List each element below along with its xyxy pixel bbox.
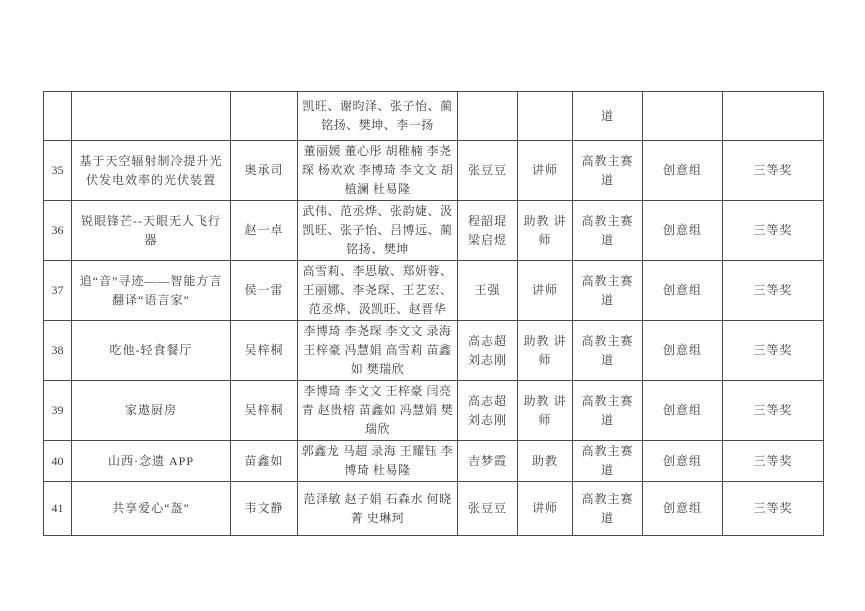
cell-group	[643, 92, 723, 141]
cell-advisor-name: 张豆豆	[458, 141, 518, 201]
cell-award: 三等奖	[723, 381, 824, 441]
cell-team-members: 范泽敏 赵子娟 石森水 何晓菁 史琳珂	[298, 482, 458, 536]
cell-project-title: 共享爱心“盔”	[72, 482, 231, 536]
cell-project-leader: 吴梓桐	[231, 321, 298, 381]
cell-advisor-title: 助教 讲师	[518, 201, 573, 261]
cell-advisor-name: 王强	[458, 261, 518, 321]
cell-advisor-name	[458, 92, 518, 141]
cell-award	[723, 92, 824, 141]
cell-group: 创意组	[643, 201, 723, 261]
cell-advisor-title: 助教 讲师	[518, 381, 573, 441]
cell-track: 高教主赛道	[573, 321, 643, 381]
table-row	[44, 141, 824, 201]
cell-advisor-name: 高志超 刘志刚	[458, 381, 518, 441]
cell-group: 创意组	[643, 141, 723, 201]
cell-row-number: 40	[44, 441, 72, 482]
cell-track: 高教主赛道	[573, 441, 643, 482]
cell-project-title: 山西·念遗 APP	[72, 441, 231, 482]
cell-track: 高教主赛道	[573, 201, 643, 261]
cell-group: 创意组	[643, 482, 723, 536]
cell-advisor-title: 讲师	[518, 261, 573, 321]
cell-team-members: 凯旺、谢昀泽、张子怡、蔺铭扬、樊坤、李一扬	[298, 92, 458, 141]
cell-project-title: 追“音”寻迹——智能方言翻译“语言家”	[72, 261, 231, 321]
cell-team-members: 李博琦 李文文 王梓豪 闫亮青 赵贵榕 苗鑫如 冯慧娟 樊瑞欣	[298, 381, 458, 441]
cell-advisor-name: 吉梦霞	[458, 441, 518, 482]
cell-team-members: 郭鑫龙 马超 录海 王耀钰 李博琦 杜易隆	[298, 441, 458, 482]
cell-group: 创意组	[643, 441, 723, 482]
cell-advisor-title: 讲师	[518, 482, 573, 536]
cell-project-title: 家遨厨房	[72, 381, 231, 441]
table-row	[44, 261, 824, 321]
cell-track: 高教主赛道	[573, 261, 643, 321]
cell-award: 三等奖	[723, 441, 824, 482]
cell-row-number: 41	[44, 482, 72, 536]
cell-advisor-name: 高志超 刘志刚	[458, 321, 518, 381]
cell-track: 道	[573, 92, 643, 141]
cell-award: 三等奖	[723, 482, 824, 536]
cell-row-number: 37	[44, 261, 72, 321]
cell-team-members: 李博琦 李尧琛 李文文 录海 王梓豪 冯慧娟 高雪莉 苗鑫如 樊瑞欣	[298, 321, 458, 381]
cell-team-members: 董丽媛 董心彤 胡稚楠 李尧琛 杨欢欢 李博琦 李文文 胡植澜 杜易隆	[298, 141, 458, 201]
cell-advisor-title: 讲师	[518, 141, 573, 201]
table-row	[44, 381, 824, 441]
award-table	[43, 91, 824, 536]
cell-award: 三等奖	[723, 321, 824, 381]
cell-project-title: 吃他-轻食餐厅	[72, 321, 231, 381]
cell-row-number: 36	[44, 201, 72, 261]
cell-project-leader: 侯一雷	[231, 261, 298, 321]
cell-project-leader: 韦文静	[231, 482, 298, 536]
cell-team-members: 高雪莉、李思敏、郑妍蓉、王丽娜、李尧琛、王艺宏、范丞烨、汲凯旺、赵晋华	[298, 261, 458, 321]
cell-row-number	[44, 92, 72, 141]
cell-advisor-title: 助教 讲师	[518, 321, 573, 381]
award-table-body	[44, 92, 824, 536]
cell-project-title: 锐眼锋芒--天眼无人飞行器	[72, 201, 231, 261]
cell-award: 三等奖	[723, 201, 824, 261]
table-row	[44, 92, 824, 141]
cell-project-leader: 吴梓桐	[231, 381, 298, 441]
cell-row-number: 39	[44, 381, 72, 441]
cell-project-leader: 苗鑫如	[231, 441, 298, 482]
cell-row-number: 35	[44, 141, 72, 201]
cell-project-leader	[231, 92, 298, 141]
table-row	[44, 482, 824, 536]
cell-track: 高教主赛道	[573, 141, 643, 201]
cell-track: 高教主赛道	[573, 381, 643, 441]
table-row	[44, 441, 824, 482]
table-row	[44, 201, 824, 261]
cell-project-title	[72, 92, 231, 141]
cell-project-title: 基于天空辐射制冷提升光伏发电效率的光伏装置	[72, 141, 231, 201]
cell-advisor-name: 张豆豆	[458, 482, 518, 536]
cell-advisor-title: 助教	[518, 441, 573, 482]
cell-project-leader: 奥承司	[231, 141, 298, 201]
cell-group: 创意组	[643, 321, 723, 381]
table-row	[44, 321, 824, 381]
cell-advisor-title	[518, 92, 573, 141]
cell-award: 三等奖	[723, 261, 824, 321]
cell-team-members: 武伟、范丞烨、张韵婕、汲凯旺、张子怡、吕博远、蔺铭扬、樊坤	[298, 201, 458, 261]
cell-project-leader: 赵一卓	[231, 201, 298, 261]
cell-row-number: 38	[44, 321, 72, 381]
cell-award: 三等奖	[723, 141, 824, 201]
cell-track: 高教主赛道	[573, 482, 643, 536]
cell-advisor-name: 程韶琨 梁启煜	[458, 201, 518, 261]
cell-group: 创意组	[643, 381, 723, 441]
cell-group: 创意组	[643, 261, 723, 321]
